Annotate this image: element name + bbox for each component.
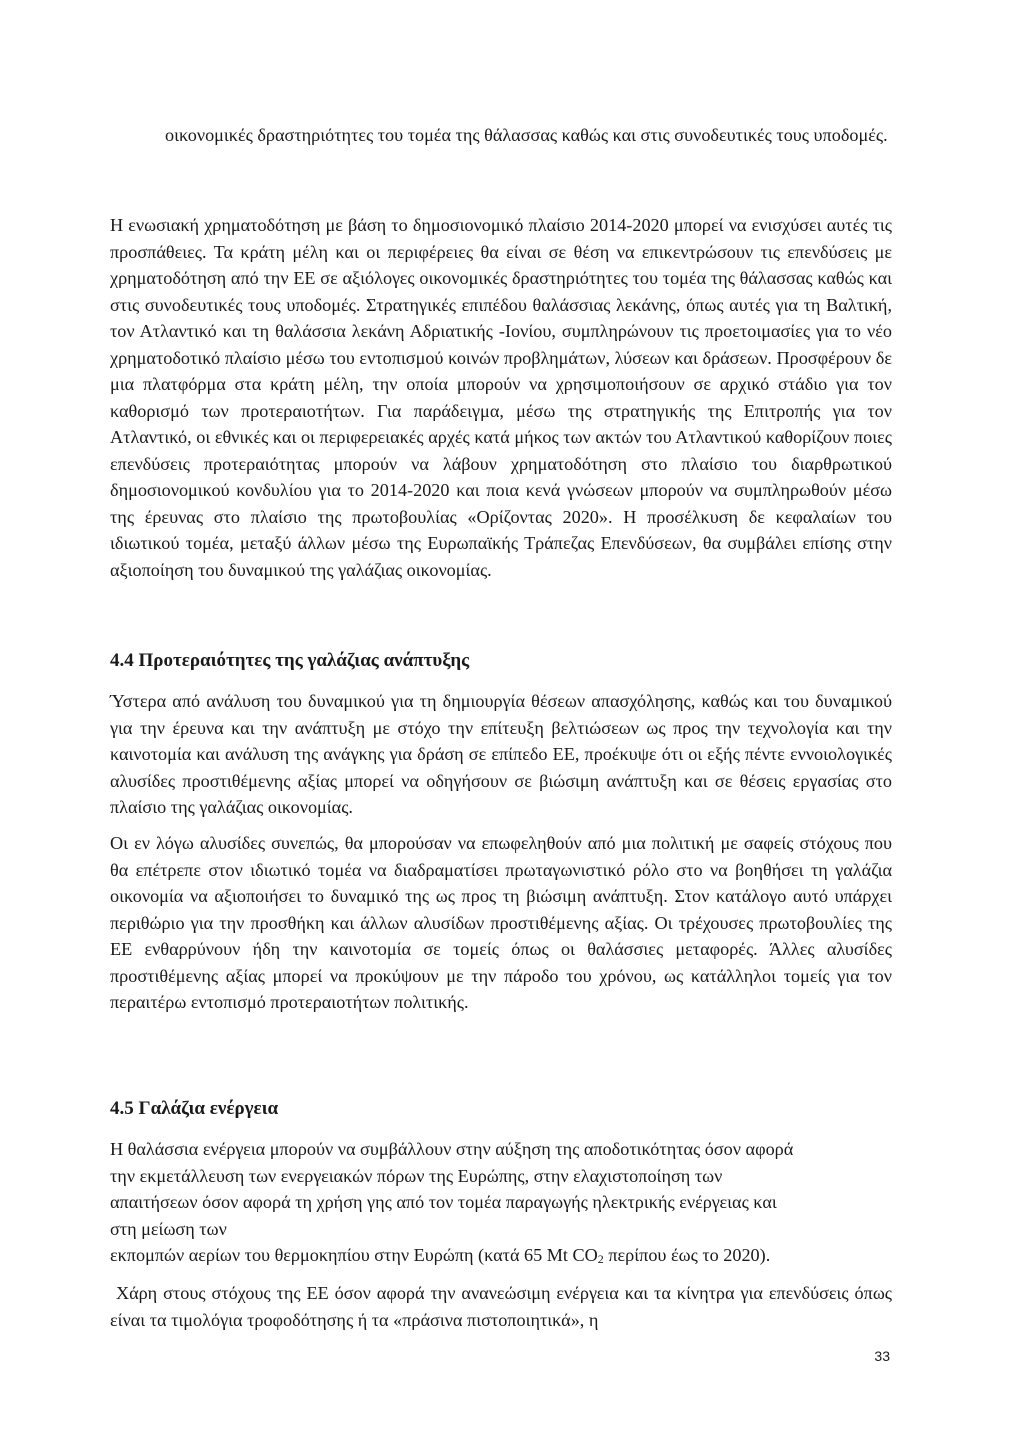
emissions-text-post: περίπου έως το 2020).: [603, 1245, 771, 1265]
paragraph-eu-funding: Η ενωσιακή χρηματοδότηση με βάση το δημοσιονομικό πλαίσιο 2014-2020 μπορεί να ενισχύσει αυτές τις προσπάθειες. Τα κράτη μέλη και οι περιφέρειες θα είναι σε θέση να επικεντρώσουν τις επενδύσεις με χρηματοδότηση από την ΕΕ σε αξιόλογες οικονομικές δραστηριότητες του τομέα της θάλασσας καθώς και στις συνοδευτικές τους υποδομές. Στρατηγικές επιπέδου θαλάσσιας λεκάνης, όπως αυτές για τη Βαλτική, τον Ατλαντικό και τη θαλάσσια λεκάνη Αδριατικής -Ιονίου, συμπληρώνουν τις προετοιμασίες για το νέο χρηματοδοτικό πλαίσιο μέσω του εντοπισμού κοινών προβλημάτων, λύσεων και δράσεων. Προσφέρουν δε μια πλατφόρμα στα κράτη μέλη, την οποία μπορούν να χρησιμοποιήσουν σε αρχικό στάδιο για τον καθορισμό των προτεραιοτήτων. Για παράδειγμα, μέσω της στρατηγικής της Επιτροπής για τον Ατλαντικό, οι εθνικές και οι περιφερειακές αρχές κατά μήκος των ακτών του Ατλαντικού καθορίζουν ποιες επενδύσεις προτεραιότητας μπορούν να λάβουν χρηματοδότηση στο πλαίσιο του διαρθρωτικού δημοσιονομικού κονδυλίου για το 2014-2020 και ποια κενά γνώσεων μπορούν να συμπληρωθούν μέσω της έρευνας στο πλαίσιο της πρωτοβουλίας «Ορίζοντας 2020». Η προσέλκυση δε κεφαλαίων του ιδιωτικού τομέα, μεταξύ άλλων μέσω της Ευρωπαϊκής Τράπεζας Επενδύσεων, θα συμβάλει επίσης στην αξιοποίηση του δυναμικού της γαλάζιας οικονομίας.: [110, 215, 892, 580]
paragraph-block-4: [110, 1136, 892, 1273]
paragraph-value-chains-intro: Ύστερα από ανάλυση του δυναμικού για τη δημιουργία θέσεων απασχόλησης, καθώς και του δυναμικού για την έρευνα και την ανάπτυξη με στόχο την επίτευξη βελτιώσεων ως προς την τεχνολογία και την καινοτομία και ανάλυση της ανάγκης για δράση σε επίπεδο ΕΕ, προέκυψε ότι οι εξής πέντε εννοιολογικές αλυσίδες προστιθέμενης αξίας μπορεί να οδηγήσουν σε βιώσιμη ανάπτυξη και σε θέσεις εργασίας στο πλαίσιο της γαλάζιας οικονομίας.: [110, 691, 892, 817]
page-number: 33: [874, 1348, 890, 1364]
co2-subscript: 2: [597, 1252, 604, 1266]
paragraph-renewable-targets: Χάρη στους στόχους της ΕΕ όσον αφορά την ανανεώσιμη ενέργεια και τα κίνητρα για επενδύσεις όπως είναι τα τιμολόγια τροφοδότησης ή τα «πράσινα πιστοποιητικά», η: [110, 1283, 897, 1330]
paragraph-blue-energy-line-1: Η θαλάσσια ενέργεια μπορούν να συμβάλλουν στην αύξηση της αποδοτικότητας όσον αφορά: [110, 1139, 794, 1159]
paragraph-blue-energy-line-5: [110, 1242, 892, 1273]
continuation-paragraph-block: [165, 122, 892, 149]
paragraph-block-3: [110, 830, 892, 1016]
continuation-paragraph: οικονομικές δραστηριότητες του τομέα της θάλασσας καθώς και στις συνοδευτικές τους υποδομές.: [165, 125, 888, 145]
paragraph-block-5: [110, 1280, 897, 1333]
paragraph-block-1: [110, 212, 892, 583]
paragraph-blue-energy-line-4: στη μείωση των: [110, 1218, 227, 1239]
paragraph-value-chains-policy: Οι εν λόγω αλυσίδες συνεπώς, θα μπορούσαν να επωφεληθούν από μια πολιτική με σαφείς στόχους που θα επέτρεπε στον ιδιωτικό τομέα να διαδραματίσει πρωταγωνιστικό ρόλο στο να βοηθήσει τη γαλάζια οικονομία να αξιοποιήσει το δυναμικό της ως προς τη βιώσιμη ανάπτυξη. Στον κατάλογο αυτό υπάρχει περιθώριο για την προσθήκη και άλλων αλυσίδων προστιθέμενης αξίας. Οι τρέχουσες πρωτοβουλίες της ΕΕ ενθαρρύνουν ήδη την καινοτομία σε τομείς όπως οι θαλάσσιες μεταφορές. Άλλες αλυσίδες προστιθέμενης αξίας μπορεί να προκύψουν με την πάροδο του χρόνου, ως κατάλληλοι τομείς για τον περαιτέρω εντοπισμό προτεραιοτήτων πολιτικής.: [110, 833, 892, 1012]
paragraph-blue-energy-line-3: απαιτήσεων όσον αφορά τη χρήση γης από τον τομέα παραγωγής ηλεκτρικής ενέργειας και: [110, 1192, 777, 1212]
paragraph-block-2: [110, 688, 892, 821]
paragraph-blue-energy-line-2: την εκμετάλλευση των ενεργειακών πόρων της Ευρώπης, στην ελαχιστοποίηση των: [110, 1165, 723, 1186]
section-heading-4-5: 4.5 Γαλάζια ενέργεια: [110, 1098, 279, 1119]
emissions-text-pre: εκπομπών αερίων του θερμοκηπίου στην Ευρώπη (κατά 65 Mt CO: [110, 1245, 598, 1265]
section-heading-4-4: 4.4 Προτεραιότητες της γαλάζιας ανάπτυξης: [110, 650, 470, 671]
